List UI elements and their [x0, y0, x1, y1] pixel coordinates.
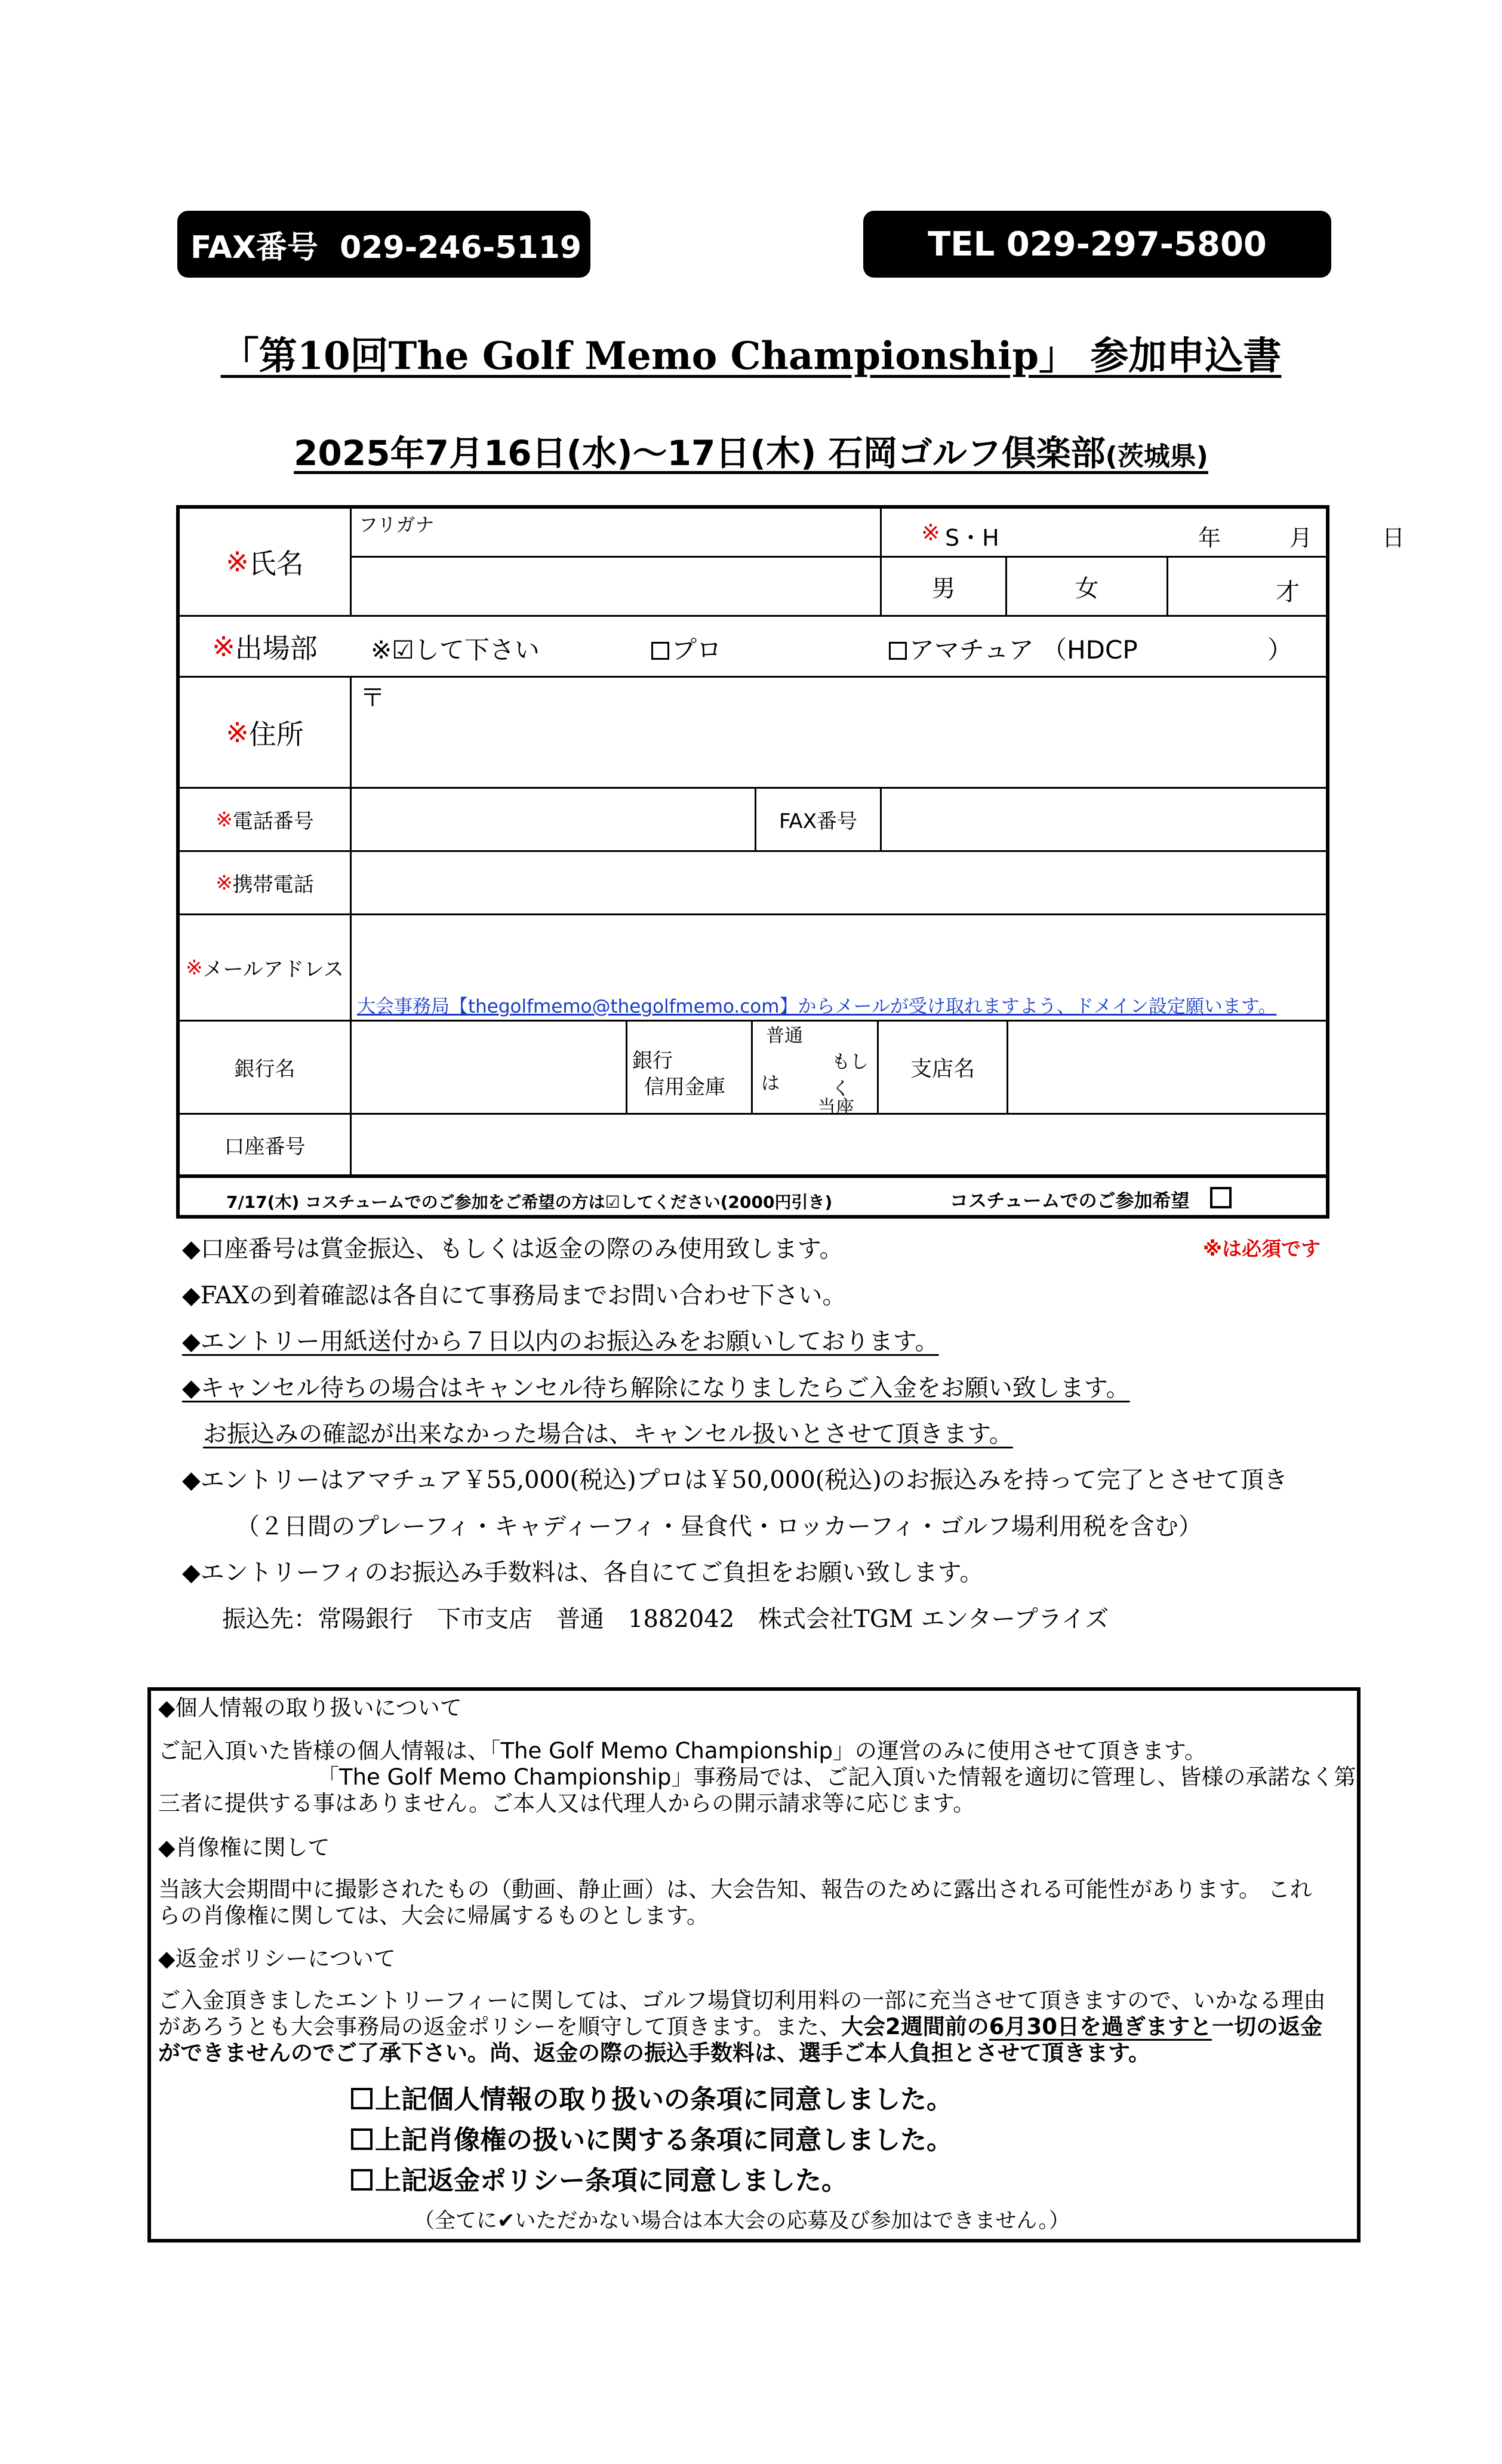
agree-refund-checkbox[interactable] — [351, 2159, 848, 2197]
bank-label — [180, 1022, 350, 1113]
privacy-text: 三者に提供する事はありません。ご本人又は代理人からの開示請求等に応じます。 — [158, 1791, 975, 1816]
bank-label-text: 銀行名 — [234, 1057, 296, 1081]
portrait-text: 当該大会期間中に撮影されたもの（動画、静止画）は、大会告知、報告のために露出される可能性があります。 これ — [158, 1877, 1312, 1902]
address-input[interactable] — [353, 706, 1326, 786]
col-divider — [350, 509, 352, 615]
privacy-text: 「The Golf Memo Championship」事務局では、ご記入頂いた情報を適切に管理し、皆様の承諾なく第 — [317, 1764, 1356, 1790]
costume-label-text: コスチュームでのご参加希望 — [950, 1191, 1190, 1212]
tel-number-text: TEL 029-297-5800 — [928, 224, 1267, 264]
name-label-text: 氏名 — [248, 547, 304, 580]
event-prefecture: (茨城県) — [1105, 441, 1208, 472]
account-type-ha: は — [761, 1073, 780, 1094]
age-unit: 才 — [1276, 579, 1300, 606]
privacy-text: ご記入頂いた皆様の個人情報は、「The Golf Memo Championship」の運営のみに使用させて頂きます。 — [158, 1738, 1206, 1764]
branch-label — [879, 1022, 1007, 1113]
note-line: ◆FAXの到着確認は各自にて事務局までお問い合わせ下さい。 — [182, 1282, 847, 1309]
note-line: ◆キャンセル待ちの場合はキャンセル待ち解除になりましたらご入金をお願い致します。 — [182, 1374, 1130, 1402]
row-divider — [180, 850, 1326, 852]
fax-input[interactable] — [883, 789, 1325, 849]
portrait-heading: ◆肖像権に関して — [158, 1835, 330, 1860]
col-divider — [880, 787, 882, 850]
hdcp-close-paren: ） — [1267, 635, 1293, 665]
fax-label-text: FAX番号 — [779, 810, 857, 833]
row-divider — [180, 676, 1326, 678]
mobile-input[interactable] — [353, 853, 1325, 912]
col-divider — [1007, 1020, 1008, 1113]
bank-type-options[interactable] — [627, 1022, 751, 1113]
bank-type-bank: 銀行 — [632, 1049, 673, 1073]
bank-name-input[interactable] — [353, 1022, 624, 1112]
bank-transfer-info: 振込先：常陽銀行 下市支店 普通 1882042 株式会社TGM エンタープライズ — [222, 1605, 1109, 1633]
fax-number-text: FAX番号 029-246-5119 — [190, 229, 582, 266]
refund-text-normal: があろうとも大会事務局の返金ポリシーを順守して頂きます。また、 — [158, 2014, 842, 2040]
row-divider — [180, 913, 1326, 915]
mobile-label-text: 携帯電話 — [232, 873, 314, 897]
col-divider — [350, 676, 352, 1174]
required-mark: ※ — [216, 870, 233, 895]
row-divider — [180, 787, 1326, 789]
checkbox-icon — [351, 2169, 373, 2191]
checkbox-icon — [889, 642, 907, 660]
postal-mark: 〒 — [360, 683, 386, 712]
portrait-text: らの肖像権に関しては、大会に帰属するものとします。 — [158, 1903, 709, 1928]
costume-checkbox[interactable] — [950, 1186, 1234, 1213]
division-pro-checkbox[interactable] — [651, 630, 722, 666]
required-mark: ※ — [216, 807, 233, 832]
privacy-heading: ◆個人情報の取り扱いについて — [158, 1695, 462, 1721]
birthdate-row[interactable] — [882, 509, 1405, 556]
phone-input[interactable] — [353, 789, 753, 849]
refund-text: ご入金頂きましたエントリーフィーに関しては、ゴルフ場貸切利用料の一部に充当させて頂きますので、いかなる理由 — [158, 1988, 1326, 2013]
gender-female-option[interactable] — [1007, 558, 1166, 615]
refund-deadline: 6月30日を過ぎますと — [989, 2014, 1212, 2040]
required-mark: ※ — [212, 630, 235, 663]
checkbox-icon — [351, 2088, 373, 2109]
refund-text: ができませんのでご了承下さい。尚、返金の際の振込手数料は、選手ご本人負担とさせて頂きます。 — [158, 2040, 1151, 2066]
division-label — [180, 617, 350, 676]
policy-box — [147, 1687, 1361, 2242]
note-line: （２日間のプレーフィ・キャディーフィ・昼食代・ロッカーフィ・ゴルフ場利用税を含む） — [236, 1513, 1202, 1540]
required-mark: ※ — [226, 546, 249, 578]
account-number-label-text: 口座番号 — [224, 1134, 306, 1159]
agree-portrait-text: 上記肖像権の扱いに関する条項に同意しました。 — [375, 2125, 953, 2155]
event-date-venue — [0, 425, 1502, 475]
agree-privacy-checkbox[interactable] — [351, 2078, 953, 2116]
row-divider — [180, 615, 1326, 617]
account-type-options[interactable] — [753, 1022, 877, 1118]
birth-month-unit: 月 — [1289, 525, 1313, 551]
birth-day-unit: 日 — [1382, 525, 1405, 551]
refund-text-bold: 大会2週間前の — [841, 2014, 989, 2040]
fax-number-badge — [177, 211, 590, 278]
tel-number-badge — [863, 211, 1331, 278]
note-line: ◆エントリーはアマチュア￥55,000(税込)プロは￥50,000(税込)のお振込みを持って完了とさせて頂き — [182, 1466, 1288, 1494]
division-pro-text: プロ — [672, 635, 722, 665]
required-mark: ※ — [226, 716, 249, 749]
fax-label — [756, 789, 880, 850]
agree-refund-text: 上記返金ポリシー条項に同意しました。 — [375, 2165, 848, 2196]
account-number-label — [180, 1115, 350, 1174]
checkbox-icon — [1210, 1187, 1232, 1208]
gender-female-text: 女 — [1075, 574, 1099, 602]
note-line: ◆エントリー用紙送付から７日以内のお振込みをお願いしております。 — [182, 1328, 939, 1355]
furigana-label: フリガナ — [359, 513, 435, 536]
account-type-current: 当座 — [817, 1097, 854, 1118]
name-input[interactable] — [353, 533, 877, 613]
refund-text-bold: 一切の返金 — [1212, 2014, 1323, 2040]
agree-portrait-checkbox[interactable] — [351, 2118, 953, 2157]
email-label-text: メールアドレス — [202, 958, 344, 982]
birth-year-unit: 年 — [1198, 525, 1221, 551]
birth-era-text: S・H — [945, 525, 999, 551]
email-label — [180, 915, 350, 1020]
application-form — [176, 505, 1405, 1219]
required-mark: ※ — [921, 519, 940, 546]
refund-heading: ◆返金ポリシーについて — [158, 1946, 396, 1971]
refund-text — [158, 2013, 1352, 2040]
note-line: お振込みの確認が出来なかった場合は、キャンセル扱いとさせて頂きます。 — [203, 1420, 1013, 1448]
phone-label-text: 電話番号 — [232, 810, 314, 833]
branch-input[interactable] — [1009, 1022, 1325, 1112]
page-title: 「第10回The Golf Memo Championship」 参加申込書 — [220, 334, 1282, 379]
address-label-text: 住所 — [248, 718, 304, 750]
event-date-venue-main: 2025年7月16日(水)～17日(木) 石岡ゴルフ倶楽部 — [294, 433, 1106, 473]
account-number-input[interactable] — [353, 1115, 1325, 1173]
required-mark: ※ — [186, 955, 203, 980]
branch-label-text: 支店名 — [910, 1057, 975, 1081]
note-line: ◆エントリーフィのお振込み手数料は、各自にてご負担をお願い致します。 — [182, 1559, 984, 1586]
costume-note: 7/17(木) コスチュームでのご参加をご希望の方は☑してください(2000円引き) — [226, 1192, 833, 1212]
checkbox-icon — [651, 642, 669, 660]
mobile-label — [180, 852, 350, 913]
gender-male-text: 男 — [931, 574, 956, 602]
name-label — [180, 509, 350, 615]
required-note: ※は必須です — [1203, 1237, 1321, 1260]
age-field[interactable] — [1168, 558, 1326, 615]
account-type-ordinary: 普通 — [766, 1025, 803, 1047]
note-line: ◆口座番号は賞金振込、もしくは返金の際のみ使用致します。 — [182, 1235, 844, 1263]
division-amateur-text: アマチュア （HDCP — [909, 635, 1138, 665]
row-divider — [180, 1113, 1326, 1115]
row-divider-bold — [180, 1174, 1326, 1178]
account-type-or: もしく — [832, 1051, 869, 1100]
bank-type-credit-union: 信用金庫 — [644, 1075, 725, 1099]
address-label — [180, 678, 350, 787]
email-domain-note[interactable]: 大会事務局【thegolfmemo@thegolfmemo.com】からメールが受け取れますよう、ドメイン設定願います。 — [357, 996, 1277, 1017]
division-instruction: ※☑して下さい — [371, 635, 540, 665]
agree-privacy-text: 上記個人情報の取り扱いの条項に同意しました。 — [375, 2084, 953, 2115]
phone-label — [180, 789, 350, 850]
division-amateur-checkbox[interactable] — [889, 630, 1138, 666]
email-input[interactable] — [353, 916, 1325, 988]
gender-male-option[interactable] — [882, 558, 1005, 615]
checkbox-icon — [351, 2128, 373, 2150]
agreement-footer: （全てに✔いただかない場合は本大会の応募及び参加はできません。） — [414, 2209, 1070, 2233]
division-label-text: 出場部 — [235, 632, 318, 665]
